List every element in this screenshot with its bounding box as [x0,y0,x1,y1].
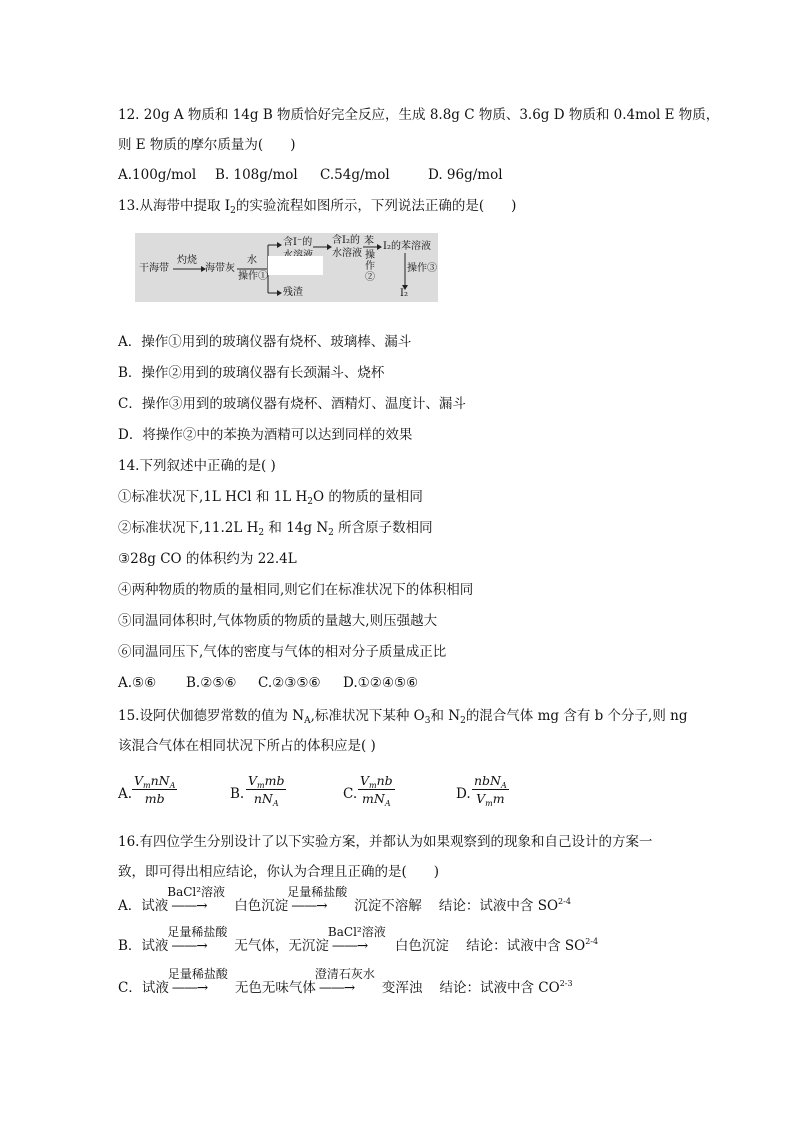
q16-line2: 致，即可得出相应结论，你认为合理且正确的是( ) [118,864,440,880]
flow-op2-label: 操作② [365,250,375,283]
flow-benzene-label: 苯 [364,236,374,247]
flow-op3-label: 操作③ [407,263,437,274]
q12-option-b: B. 108g/mol [215,167,298,183]
q14-statement-5: ⑤同温同体积时,气体物质的物质的量越大,则压强越大 [118,613,438,629]
q14-statement-3: ③28g CO 的体积约为 22.4L [118,551,297,567]
q13-option-a: A．操作①用到的玻璃仪器有烧杯、玻璃棒、漏斗 [118,334,412,350]
q16-option-b: B．试液 足量稀盐酸 ——→ 无气体，无沉淀 BaCl²溶液 ——→ 白色沉淀 结论：试液中含 $SO^{2‑4}$ [118,925,599,954]
q16-option-a: A．试液 BaCl²溶液 ——→ 白色沉淀 足量稀盐酸 ——→ 沉淀不溶解 结论：试液中含 $SO^{2‑4}$ [118,885,571,914]
flow-iodine-product: I₂ [400,288,408,299]
q12-line2: 则 E 物质的摩尔质量为( ) [118,137,296,153]
q12-line1: 12. 20g A 物质和 14g B 物质恰好完全反应，生成 8.8g C 物质、3.6g D 物质和 0.4mol E 物质， [118,107,720,123]
q14-stem: 14.下列叙述中正确的是( ) [118,458,276,474]
q14-statement-2: ②标准状况下,11.2L $H_2$ 和 14g $N_2$ 所含原子数相同 [118,520,433,538]
flow-covered-area [268,256,323,275]
q14-option-a: A.⑤⑥ [118,675,157,691]
q13-option-d: D．将操作②中的苯换为酒精可以达到同样的效果 [118,427,413,443]
q16-line1: 16.有四位学生分别设计了以下实验方案，并都认为如果观察到的现象和自己设计的方案一 [118,834,653,850]
q14-statement-6: ⑥同温同压下,气体的密度与气体的相对分子质量成正比 [118,644,447,660]
q12-option-c: C.54g/mol [320,167,390,183]
q15-option-a-formula: $V_mnN_A$ mb [134,773,176,806]
q15-option-c-formula: $V_mnb$ $mN_A$ [360,773,393,808]
q13-stem: 13.从海带中提取 $I_2$的实验流程如图所示，下列说法正确的是( ) [118,198,517,216]
q15-line2: 该混合气体在相同状况下所占的体积应是( ) [118,738,376,754]
flow-iodide-solution-a: 含I⁻的 [283,237,313,248]
q15-option-a-label: A. [118,786,133,802]
q13-option-c: C．操作③用到的玻璃仪器有烧杯、酒精灯、温度计、漏斗 [118,396,466,412]
q14-option-d: D.①②④⑤⑥ [343,675,419,691]
flow-iodine-solution-b: 水溶液 [332,248,362,259]
q14-statement-1: ①标准状况下,1L HCl 和 1L $H_2O$ 的物质的量相同 [118,489,423,507]
q15-option-b-formula: $V_mmb$ $nN_A$ [248,773,285,808]
flow-burn-label: 灼烧 [177,255,197,266]
q14-option-b: B.②⑤⑥ [186,675,237,691]
flow-op1-label: 操作① [238,271,268,282]
q13-option-b: B．操作②用到的玻璃仪器有长颈漏斗、烧杯 [118,365,385,381]
q15-option-c-label: C. [343,786,358,802]
q14-option-c: C.②③⑤⑥ [258,675,321,691]
q15-option-d-label: D. [456,786,471,802]
q14-statement-4: ④两种物质的物质的量相同,则它们在标准状况下的体积相同 [118,582,474,598]
flow-iodine-solution-a: 含I₂的 [332,235,360,246]
q12-option-a: A.100g/mol [118,167,197,183]
q16-option-c: C．试液 足量稀盐酸 ——→ 无色无味气体 澄清石灰水 ——→ 变浑浊 结论：试液中含 $CO^{2‑3}$ [118,967,573,996]
flow-ash: 海带灰 [205,263,235,274]
flow-benzene-solution: I₂的苯溶液 [383,241,431,252]
q15-option-b-label: B. [230,786,245,802]
q12-option-d: D. 96g/mol [428,167,503,183]
flow-water-label: 水 [247,255,257,266]
q15-option-d-formula: nbN$_A$ $V_mm$ [474,773,507,808]
flow-dry-kelp: 干海带 [139,263,169,274]
q15-line1: 15.设阿伏伽德罗常数的值为 $N_A$,标准状况下某种 $O_3$和 $N_2$的混合气体 mg 含有 b 个分子,则 ng [118,708,688,726]
flow-residue: 残渣 [283,287,303,298]
